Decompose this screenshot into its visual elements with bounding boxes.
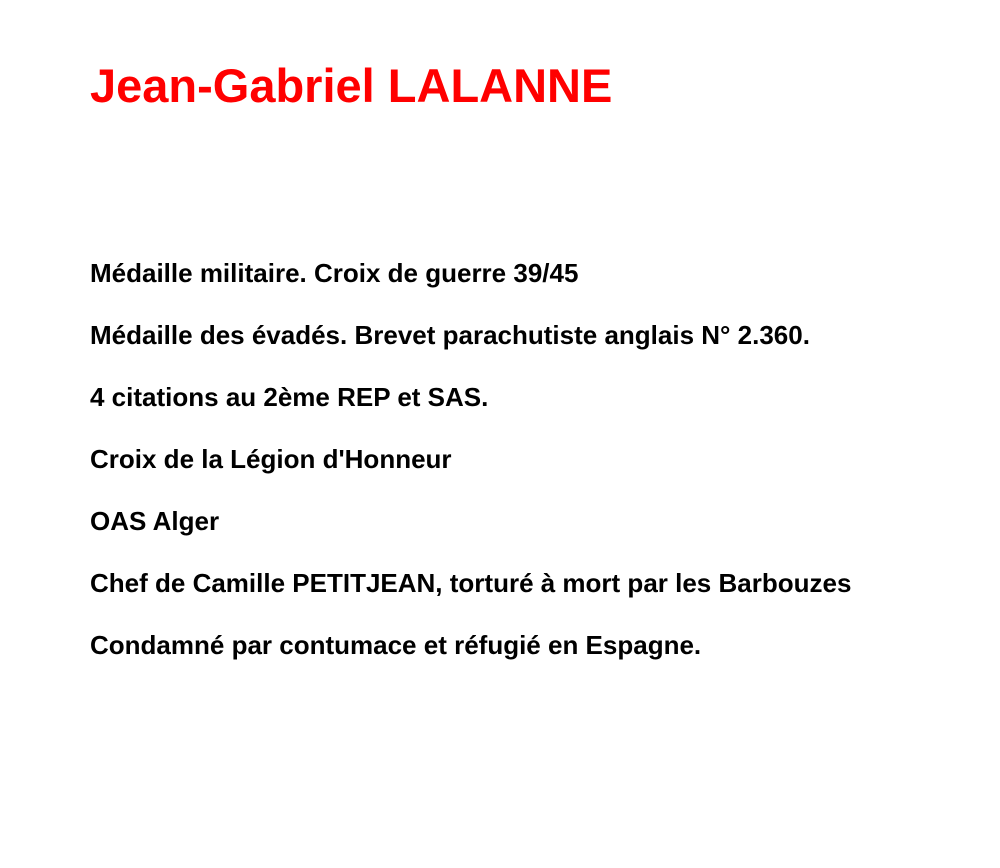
list-item: Médaille des évadés. Brevet parachutiste anglais N° 2.360. — [90, 320, 810, 350]
page-title: Jean-Gabriel LALANNE — [90, 59, 613, 112]
list-item: Condamné par contumace et réfugié en Espagne. — [90, 630, 702, 660]
honors-list — [90, 252, 930, 686]
list-item: Croix de la Légion d'Honneur — [90, 444, 452, 474]
list-item: OAS Alger — [90, 506, 220, 536]
list-item: Chef de Camille PETITJEAN, torturé à mort par les Barbouzes — [90, 568, 852, 598]
list-item: Médaille militaire. Croix de guerre 39/45 — [90, 258, 579, 288]
list-item: 4 citations au 2ème REP et SAS. — [90, 382, 489, 412]
